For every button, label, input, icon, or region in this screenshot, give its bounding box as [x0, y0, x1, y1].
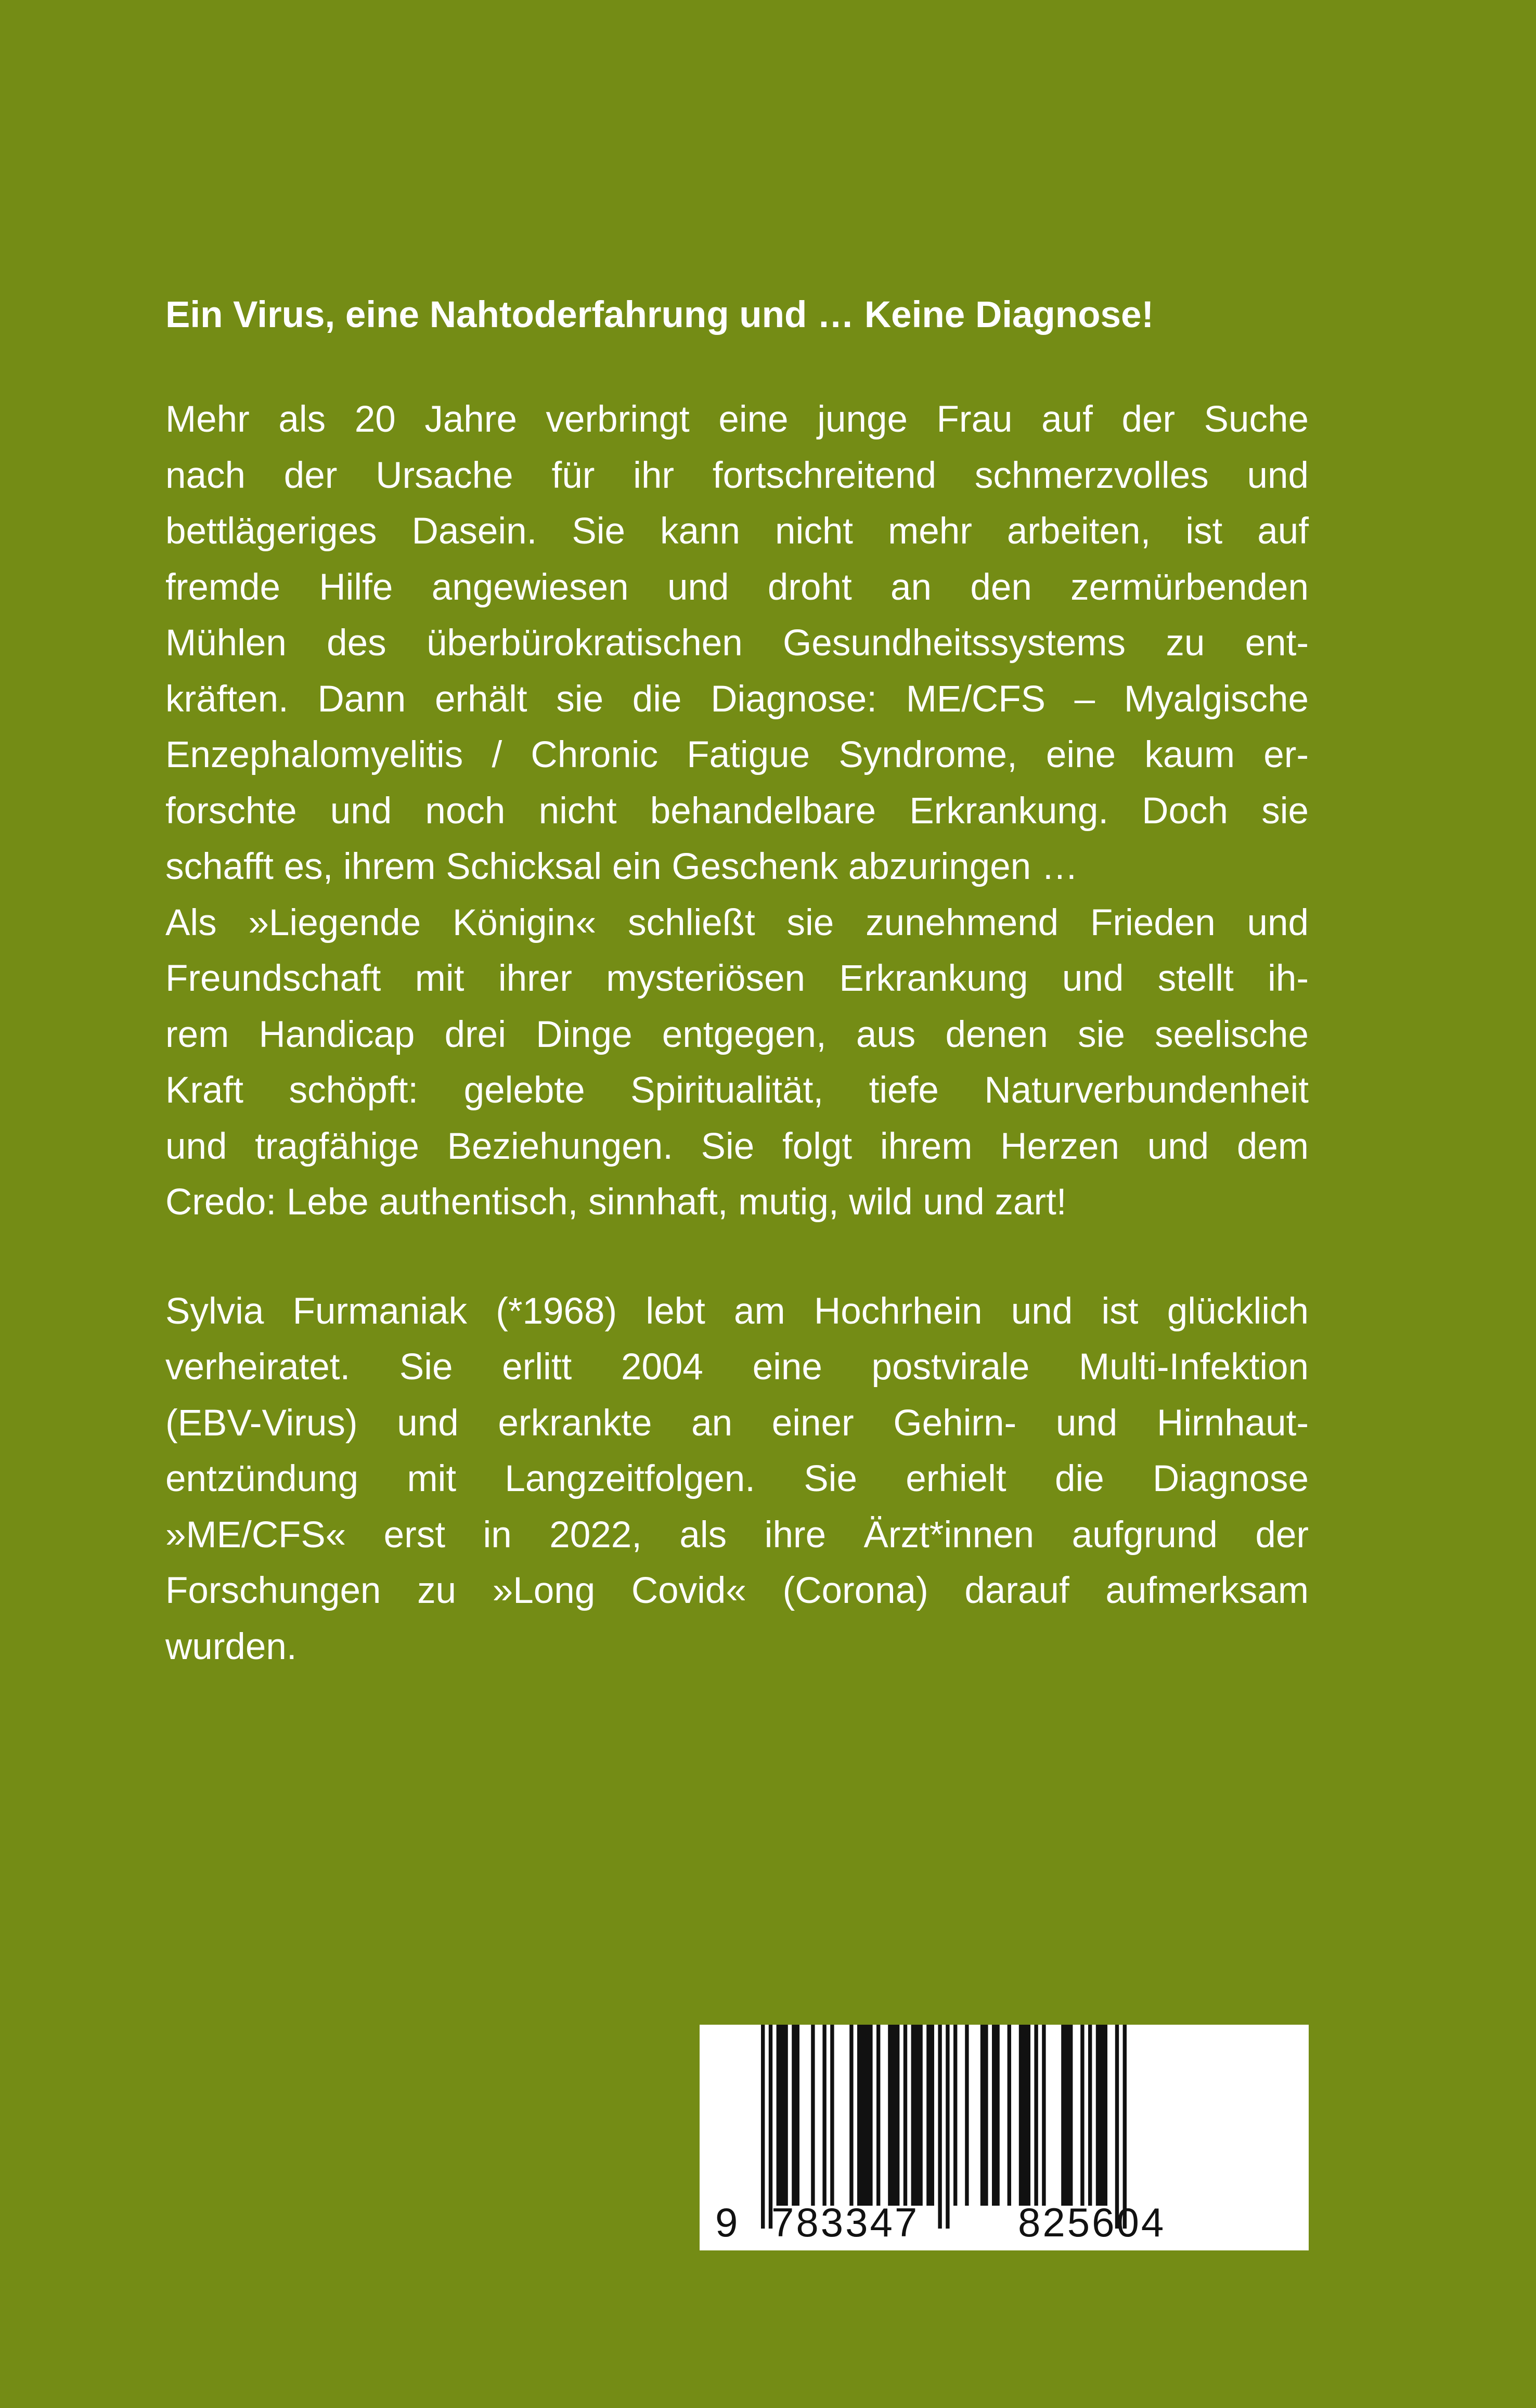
barcode-digit-first: 9: [715, 2199, 738, 2245]
barcode-digits-left: 783347: [771, 2199, 920, 2245]
barcode-bar: [1034, 2025, 1038, 2206]
barcode-bar: [888, 2025, 899, 2206]
author-line: (EBV-Virus) und erkrankte an einer Gehirn- und Hirnhaut-: [165, 1402, 1309, 1444]
barcode-bar: [1061, 2025, 1073, 2206]
blurb-line: kräften. Dann erhält sie die Diagnose: ME/CFS – Myalgische: [165, 678, 1309, 720]
barcode-bar: [965, 2025, 969, 2206]
barcode-bar: [953, 2025, 957, 2206]
blurb-line: rem Handicap drei Dinge entgegen, aus denen sie seelische: [165, 1014, 1309, 1055]
blurb-line: nach der Ursache für ihr fortschreitend schmerzvolles und: [165, 455, 1309, 496]
blurb-line: Mehr als 20 Jahre verbringt eine junge Frau auf der Suche: [165, 399, 1309, 440]
blurb-line: bettlägeriges Dasein. Sie kann nicht mehr arbeiten, ist auf: [165, 511, 1309, 552]
spacer: [165, 342, 1309, 392]
headline: Ein Virus, eine Nahtoderfahrung und … Keine Diagnose!: [165, 294, 1154, 335]
back-cover-text: [165, 289, 1309, 1675]
barcode-bar: [1096, 2025, 1107, 2206]
blurb-line: Enzephalomyelitis / Chronic Fatigue Syndrome, eine kaum er-: [165, 734, 1309, 775]
blurb-line: Kraft schöpft: gelebte Spiritualität, tiefe Naturverbundenheit: [165, 1070, 1309, 1111]
isbn-barcode: [700, 2025, 1309, 2250]
barcode-guard-bar: [769, 2025, 772, 2229]
barcode-guard-bar: [1123, 2025, 1127, 2229]
barcode-bar: [777, 2025, 788, 2206]
barcode-digits-right: 825604: [1018, 2199, 1166, 2245]
barcode-bar: [876, 2025, 880, 2206]
author-line: verheiratet. Sie erlitt 2004 eine postvirale Multi-Infektion: [165, 1347, 1309, 1388]
blurb-line: Mühlen des überbürokratischen Gesundheitssystems zu ent-: [165, 623, 1309, 664]
barcode-bar: [926, 2025, 934, 2206]
barcode-bar: [822, 2025, 826, 2206]
barcode-bar: [830, 2025, 834, 2206]
author-line: Forschungen zu »Long Covid« (Corona) darauf aufmerksam: [165, 1570, 1309, 1611]
author-line: entzündung mit Langzeitfolgen. Sie erhielt die Diagnose: [165, 1458, 1309, 1499]
barcode-bar: [1008, 2025, 1011, 2206]
barcode-bar: [849, 2025, 853, 2206]
barcode-bar: [1088, 2025, 1092, 2206]
barcode-bar: [903, 2025, 907, 2206]
barcode-bar: [1019, 2025, 1030, 2206]
barcode-bar: [911, 2025, 923, 2206]
barcode-guard-bar: [946, 2025, 949, 2229]
author-line: wurden.: [165, 1626, 297, 1667]
author-line: Sylvia Furmaniak (*1968) lebt am Hochrhein und ist glücklich: [165, 1290, 1309, 1332]
barcode-bar: [857, 2025, 873, 2206]
barcode-bar: [1080, 2025, 1084, 2206]
blurb-line: Als »Liegende Königin« schließt sie zunehmend Frieden und: [165, 902, 1309, 943]
barcode-bar: [992, 2025, 1000, 2206]
spacer: [165, 1231, 1309, 1284]
blurb-line: und tragfähige Beziehungen. Sie folgt ihrem Herzen und dem: [165, 1125, 1309, 1167]
barcode-bar: [1042, 2025, 1045, 2206]
blurb-line: forschte und noch nicht behandelbare Erkrankung. Doch sie: [165, 790, 1309, 832]
barcode-guard-bar: [1115, 2025, 1119, 2229]
blurb-line: schafft es, ihrem Schicksal ein Geschenk abzuringen …: [165, 846, 1078, 887]
blurb-line: Freundschaft mit ihrer mysteriösen Erkrankung und stellt ih-: [165, 958, 1309, 999]
barcode-guard-bar: [761, 2025, 765, 2229]
barcode-bar: [980, 2025, 988, 2206]
blurb-paragraph: [165, 392, 1309, 1231]
blurb-line: fremde Hilfe angewiesen und droht an den zermürbenden: [165, 566, 1309, 608]
blurb-line: Credo: Lebe authentisch, sinnhaft, mutig, wild und zart!: [165, 1182, 1067, 1223]
author-line: »ME/CFS« erst in 2022, als ihre Ärzt*innen aufgrund der: [165, 1514, 1309, 1556]
barcode-bar: [792, 2025, 799, 2206]
barcode-bar: [811, 2025, 815, 2206]
barcode-guard-bar: [938, 2025, 941, 2229]
author-paragraph: [165, 1284, 1309, 1675]
